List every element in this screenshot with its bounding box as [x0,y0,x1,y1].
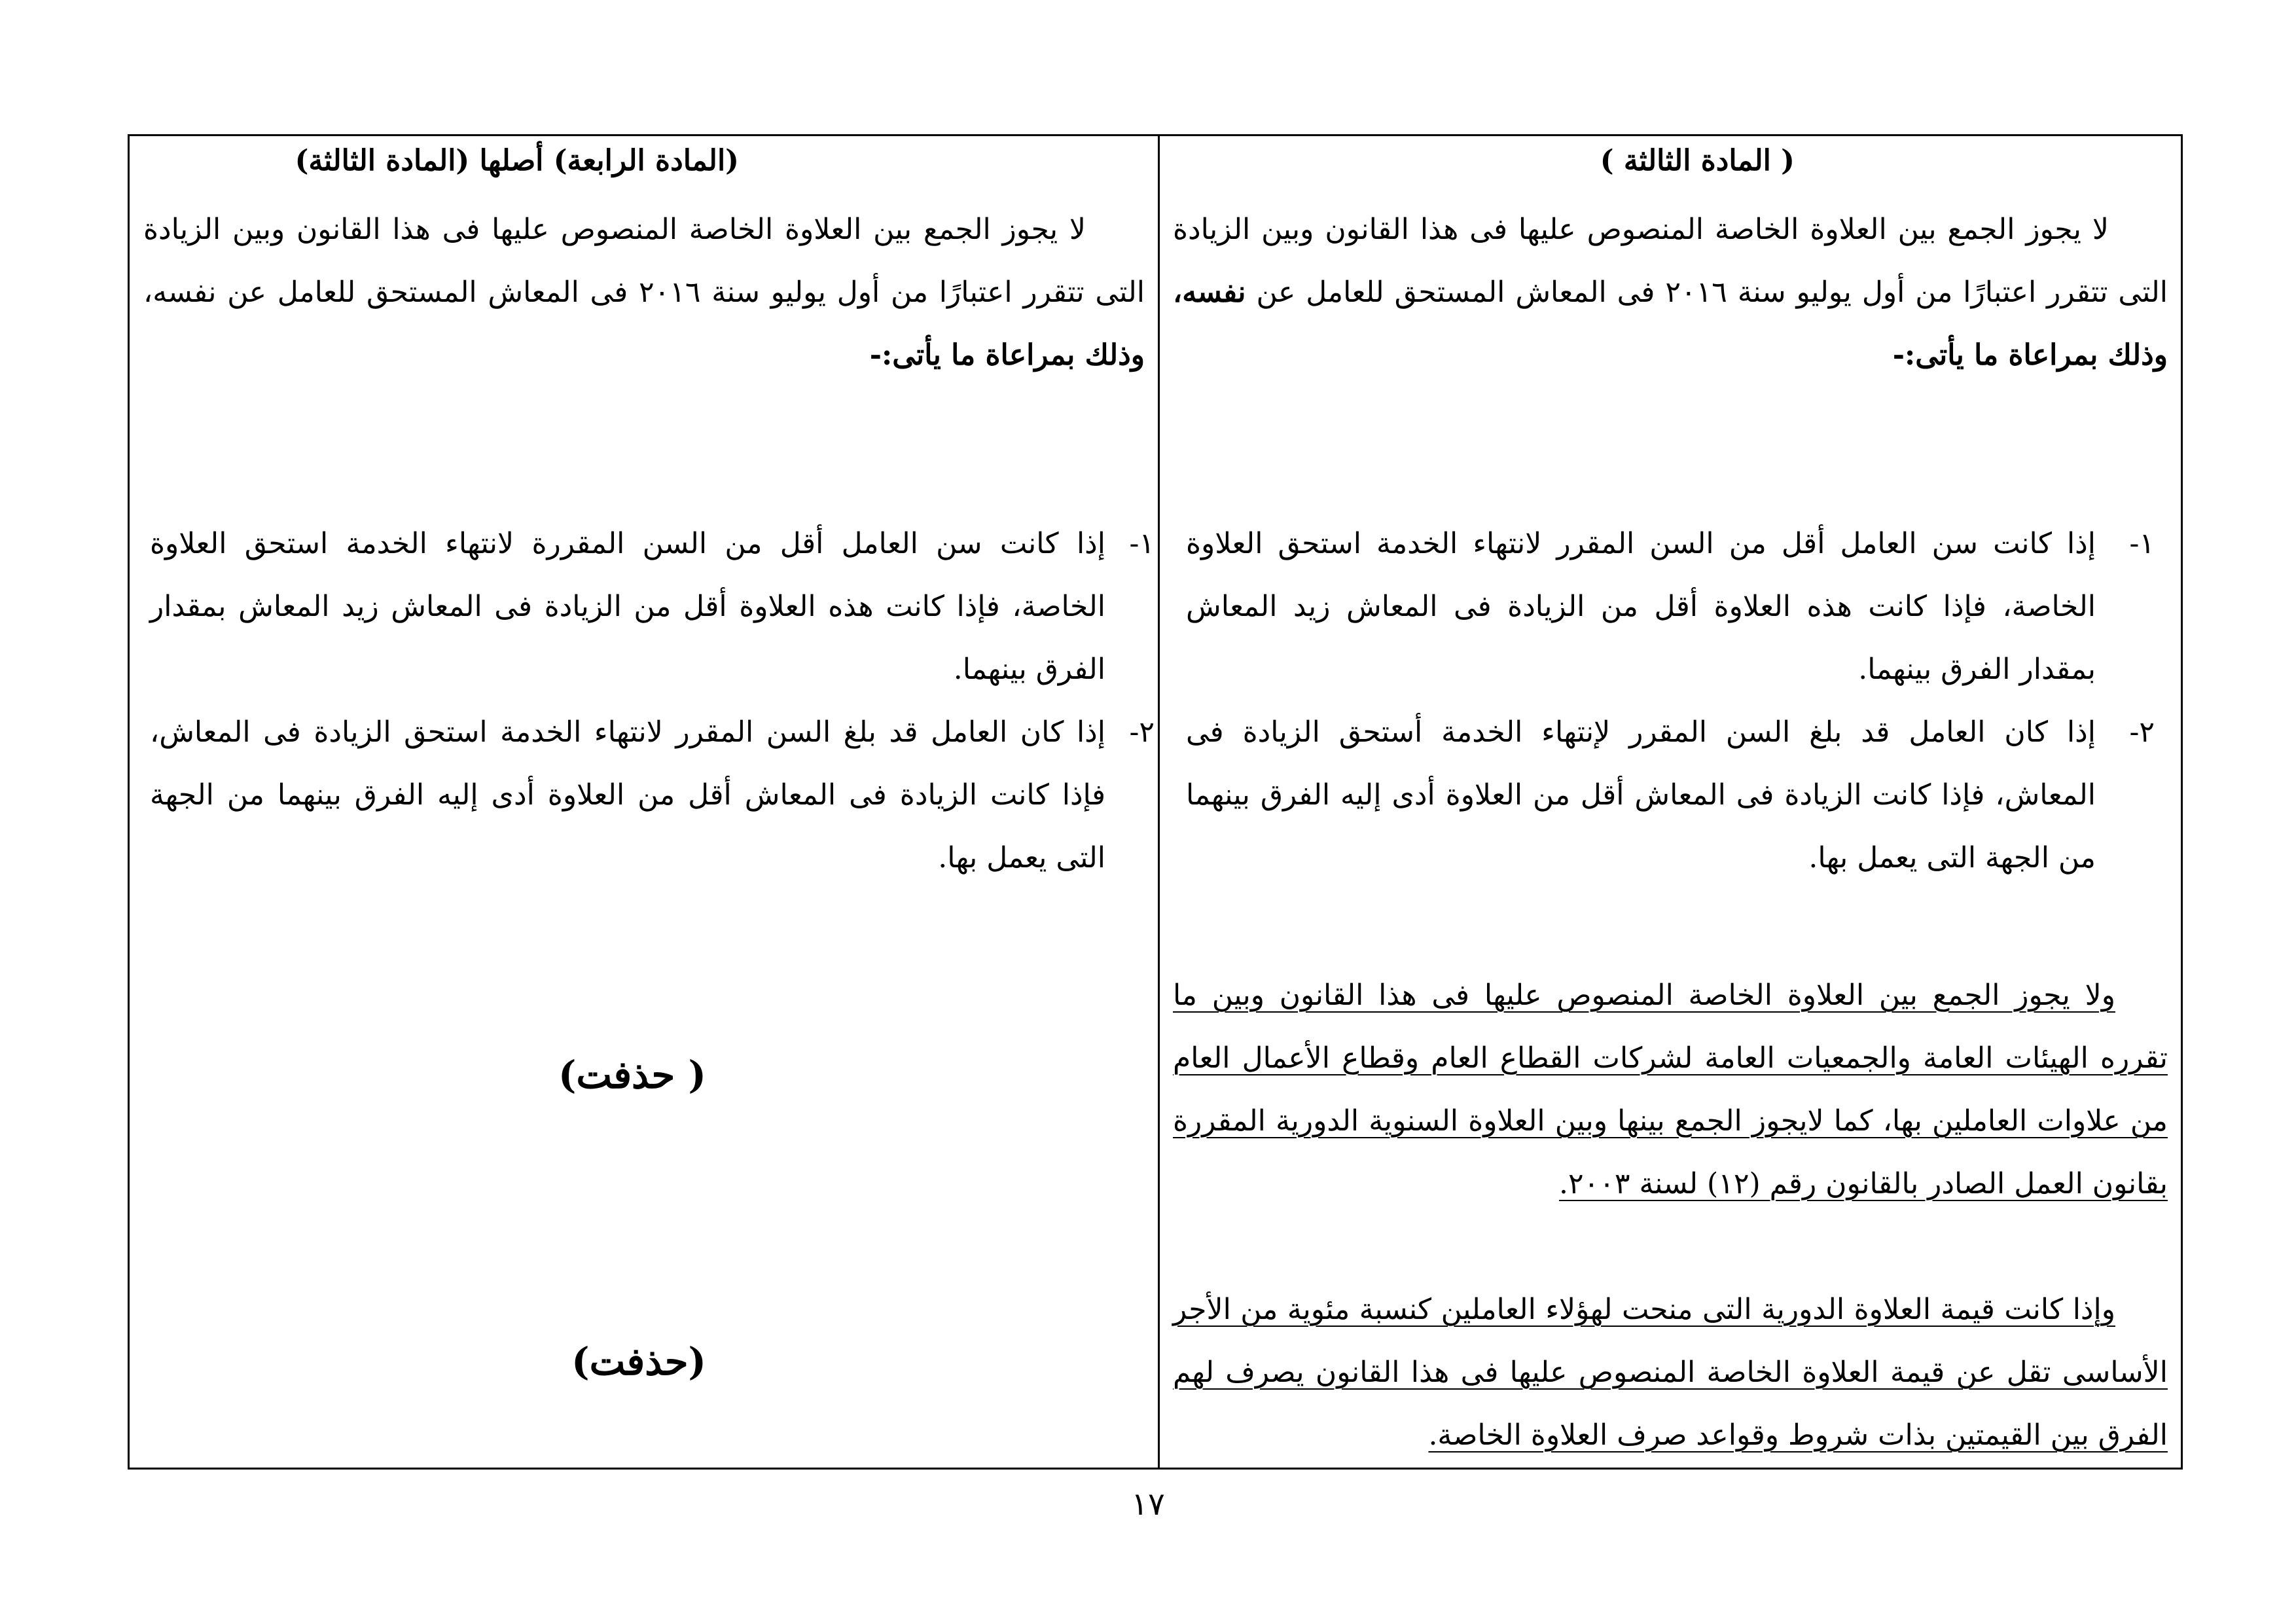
right-heading: ( المادة الثالثة ) [1600,144,1795,177]
right-item-1 [1186,513,2155,701]
right-added-paragraph-2: وإذا كانت قيمة العلاوة الدورية التى منحت لهؤلاء العاملين كنسبة مئوية من الأجر الأساسى تقل عن قيمة العلاوة الخاصة المنصوص عليها فى هذا القانون يصرف لهم الفرق بين القيمتين بذات شروط وقواعد صرف العلاوة الخاصة. [1173,1293,2168,1452]
right-intro-bold: نفسه، وذلك بمراعاة ما يأتى:- [1173,276,2168,372]
left-deleted-note-2: (حذفت) [571,1339,706,1384]
left-heading: (المادة الرابعة) أصلها (المادة الثالثة) [295,144,739,177]
left-item-1-number: ١- [1129,527,1155,560]
right-intro-text: لا يجوز الجمع بين العلاوة الخاصة المنصوص عليها فى هذا القانون وبين الزيادة التى تتقرر اعتبارًا من أول يوليو سنة ٢٠١٦ فى المعاش المستحق للعامل عن [1173,213,2168,309]
left-intro-bold: وذلك بمراعاة ما يأتى:- [869,338,1145,372]
left-item-2-text: إذا كان العامل قد بلغ السن المقرر لانتهاء الخدمة استحق الزيادة فى المعاش، فإذا كانت الزيادة فى المعاش أقل من العلاوة أدى إليه الفرق بينهما من الجهة التى يعمل بها. [150,715,1106,875]
left-item-1 [150,513,1155,701]
right-intro [1173,198,2168,387]
left-column [130,136,1158,1468]
right-item-1-number: ١- [2129,527,2155,560]
left-intro [143,198,1145,387]
right-added-paragraph-1: ولا يجوز الجمع بين العلاوة الخاصة المنصوص عليها فى هذا القانون وبين ما تقرره الهيئات العامة والجمعيات العامة لشركات القطاع العام وقطاع الأعمال العام من علاوات العاملين بها، كما لايجوز الجمع بينها وبين العلاوة السنوية الدورية المقررة بقانون العمل الصادر بالقانون رقم (١٢) لسنة ٢٠٠٣. [1173,979,2168,1200]
comparison-table [128,134,2183,1470]
left-deleted-note-1: ( حذفت) [558,1053,706,1097]
left-item-1-text: إذا كانت سن العامل أقل من السن المقررة لانتهاء الخدمة استحق العلاوة الخاصة، فإذا كانت هذه العلاوة أقل من الزيادة فى المعاش زيد المعاش بمقدار الفرق بينهما. [150,527,1106,686]
left-intro-text: لا يجوز الجمع بين العلاوة الخاصة المنصوص عليها فى هذا القانون وبين الزيادة التى تتقرر اعتبارًا من أول يوليو سنة ٢٠١٦ فى المعاش المستحق للعامل عن نفسه، [143,213,1145,309]
right-item-2-text: إذا كان العامل قد بلغ السن المقرر لإنتهاء الخدمة أستحق الزيادة فى المعاش، فإذا كانت الزيادة فى المعاش أقل من العلاوة أدى إليه الفرق بينهما من الجهة التى يعمل بها. [1186,715,2096,875]
right-item-1-text: إذا كانت سن العامل أقل من السن المقرر لانتهاء الخدمة استحق العلاوة الخاصة، فإذا كانت هذه العلاوة أقل من الزيادة فى المعاش زيد المعاش بمقدار الفرق بينهما. [1186,527,2096,686]
left-item-2 [150,701,1155,890]
right-item-2 [1186,701,2155,890]
page-number: ١٧ [1131,1486,1165,1523]
left-item-2-number: ٢- [1129,715,1155,749]
right-column [1158,136,2181,1468]
right-item-2-number: ٢- [2129,715,2155,749]
